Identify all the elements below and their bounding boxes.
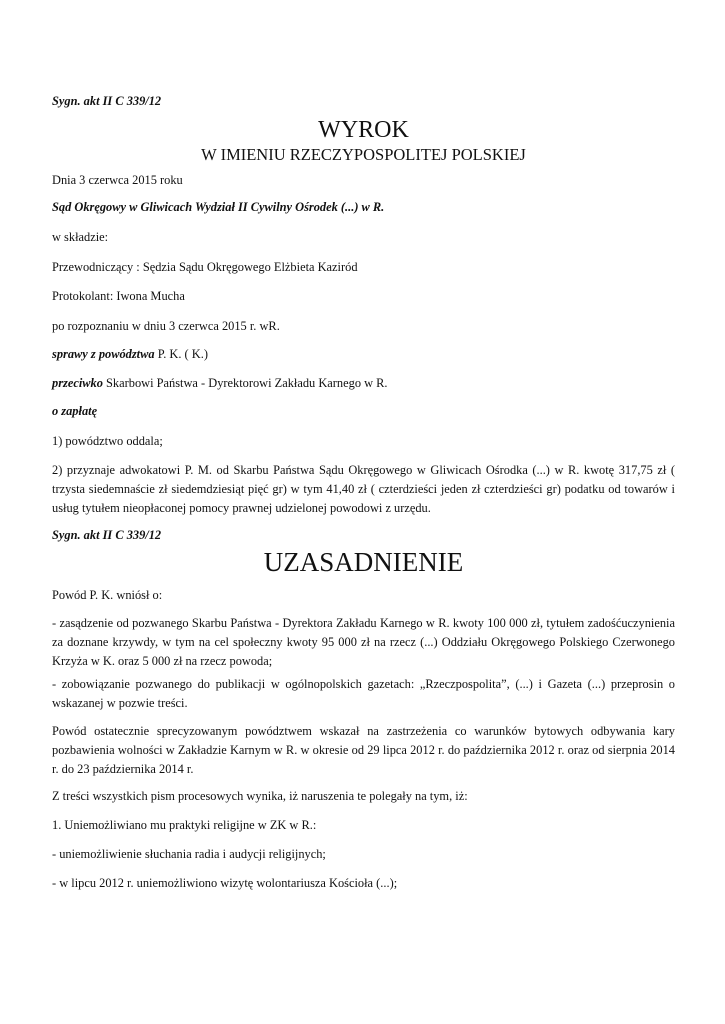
justification-claim-1: - zasądzenie od pozwanego Skarbu Państwa - Dyrektora Zakładu Karnego w R. kwoty 100 000 zł, tytułem zadośćuczynienia za doznane krzywdy, w tym na cel społeczny kwoty 95 000 zł na rzecz (...) Oddziału Okręgowego Polskiego Czerwonego Krzyża w K. oraz 5 000 zł na rzecz powoda; xyxy=(52,616,675,668)
court-name: Sąd Okręgowy w Gliwicach Wydział II Cywilny Ośrodek (...) w R. xyxy=(52,200,385,214)
case-signature-bottom: Sygn. akt II C 339/12 xyxy=(52,528,162,542)
case-parties-plaintiff xyxy=(52,345,675,364)
case-signature-top: Sygn. akt II C 339/12 xyxy=(52,94,162,108)
justification-paragraph-2: Z treści wszystkich pism procesowych wynika, iż naruszenia te polegały na tym, iż: xyxy=(52,789,468,803)
hearing-date: po rozpoznaniu w dniu 3 czerwca 2015 r. wR. xyxy=(52,319,280,333)
judgment-subtitle: W IMIENIU RZECZYPOSPOLITEJ POLSKIEJ xyxy=(201,145,526,164)
justification-paragraph-1: Powód ostatecznie sprecyzowanym powództwem wskazał na zastrzeżenia co warunków bytowych odbywania kary pozbawienia wolności w Zakładzie Karnym w R. w okresie od 29 lipca 2012 r. do października 2012 r. oraz od sierpnia 2014 r. do 23 października 2014 r. xyxy=(52,724,675,776)
judgment-date: Dnia 3 czerwca 2015 roku xyxy=(52,173,183,187)
justification-title: UZASADNIENIE xyxy=(263,547,464,577)
justification-item-2: - uniemożliwienie słuchania radia i audycji religijnych; xyxy=(52,847,326,861)
court-clerk: Protokolant: Iwona Mucha xyxy=(52,289,185,303)
against-label: przeciwko xyxy=(52,376,103,390)
case-parties-defendant xyxy=(52,374,675,393)
presiding-judge: Przewodniczący : Sędzia Sądu Okręgowego Elżbieta Kaziród xyxy=(52,260,358,274)
justification-item-3: - w lipcu 2012 r. uniemożliwiono wizytę wolontariusza Kościoła (...); xyxy=(52,876,398,890)
case-subject: o zapłatę xyxy=(52,404,98,418)
justification-claim-2: - zobowiązanie pozwanego do publikacji w ogólnopolskich gazetach: „Rzeczpospolita”, (...) i Gazeta (...) przeprosin o wskazanej w pozwie treści. xyxy=(52,677,675,710)
justification-intro: Powód P. K. wniósł o: xyxy=(52,588,163,602)
plaintiff-name: P. K. ( K.) xyxy=(154,347,208,361)
ruling-point-1: 1) powództwo oddala; xyxy=(52,434,163,448)
defendant-name: Skarbowi Państwa - Dyrektorowi Zakładu Karnego w R. xyxy=(102,376,388,390)
composition-label: w składzie: xyxy=(52,230,109,244)
case-label: sprawy z powództwa xyxy=(52,347,155,361)
justification-item-1: 1. Uniemożliwiano mu praktyki religijne w ZK w R.: xyxy=(52,818,317,832)
judgment-title: WYROK xyxy=(318,117,409,143)
ruling-point-2: 2) przyznaje adwokatowi P. M. od Skarbu Państwa Sądu Okręgowego w Gliwicach Ośrodka (...) w R. kwotę 317,75 zł ( trzysta siedemnaście zł siedemdziesiąt pięć gr) w tym 41,40 zł ( czterdzieści jeden zł czterdzieści gr) podatku od towarów i usług tytułem nieopłaconej pomocy prawnej udzielonej powodowi z urzędu. xyxy=(52,463,675,515)
